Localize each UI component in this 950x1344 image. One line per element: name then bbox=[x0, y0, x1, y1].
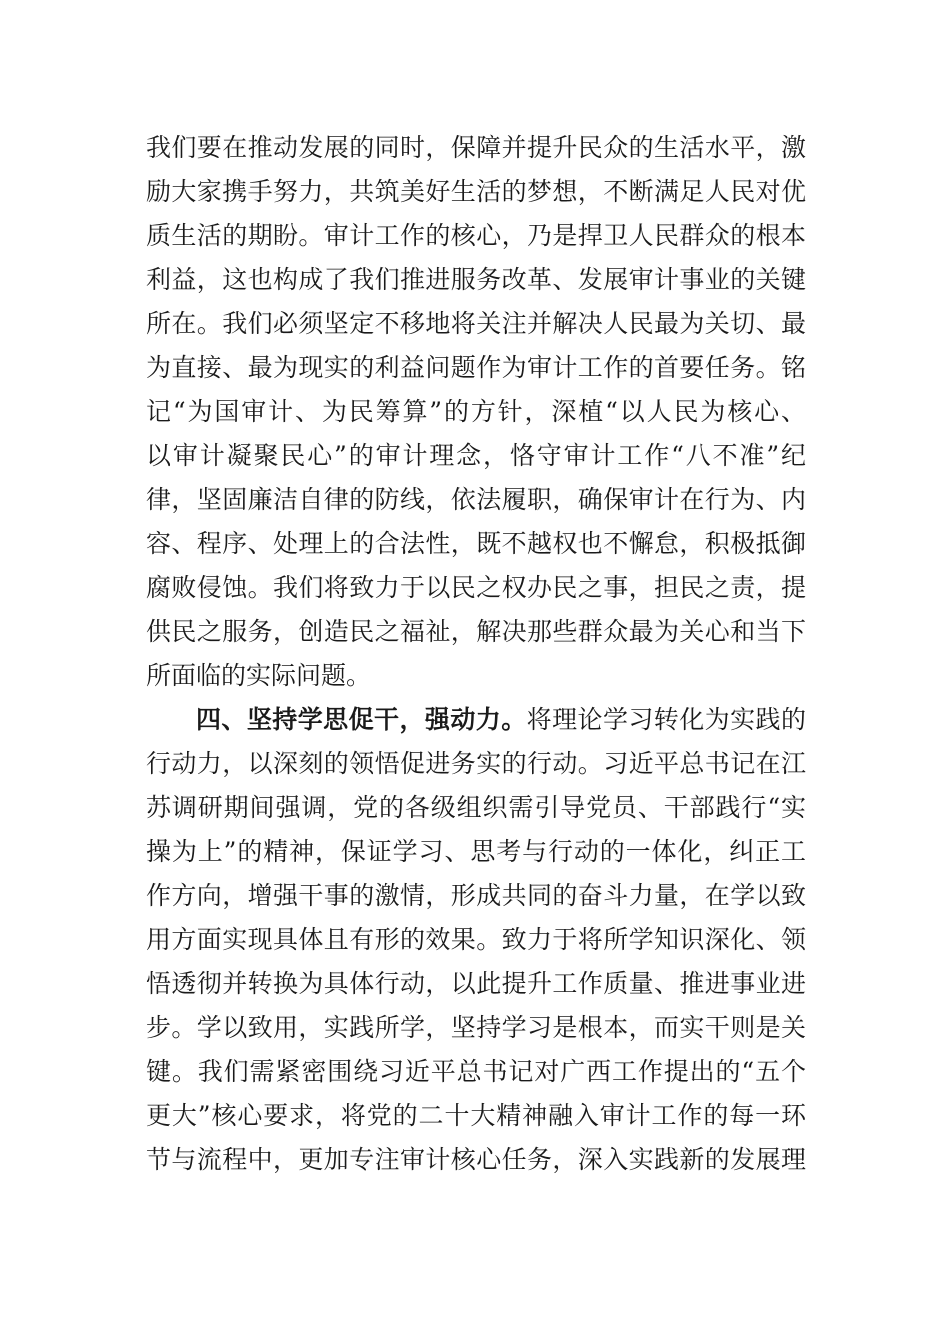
text-line: 用方面实现具体且有形的效果。致力于将所学知识深化、领 bbox=[146, 925, 806, 954]
text-line: 节与流程中，更加专注审计核心任务，深入实践新的发展理 bbox=[146, 1145, 806, 1174]
text-line: 更大”核心要求，将党的二十大精神融入审计工作的每一环 bbox=[146, 1101, 806, 1130]
text-line: 供民之服务，创造民之福祉，解决那些群众最为关心和当下 bbox=[146, 617, 806, 646]
text-line: 行动力，以深刻的领悟促进务实的行动。习近平总书记在江 bbox=[146, 749, 806, 778]
paragraph-study-and-action bbox=[146, 698, 806, 1182]
text-line: 操为上”的精神，保证学习、思考与行动的一体化，纠正工 bbox=[146, 837, 806, 866]
text-line: 作方向，增强干事的激情，形成共同的奋斗力量，在学以致 bbox=[146, 881, 806, 910]
text-line: 悟透彻并转换为具体行动，以此提升工作质量、推进事业进 bbox=[146, 969, 806, 998]
text-line: 苏调研期间强调，党的各级组织需引导党员、干部践行“实 bbox=[146, 793, 806, 822]
section-heading: 四、坚持学思促干，强动力。 bbox=[196, 705, 527, 734]
text-line: 键。我们需紧密围绕习近平总书记对广西工作提出的“五个 bbox=[146, 1057, 806, 1086]
text-line: 所在。我们必须坚定不移地将关注并解决人民最为关切、最 bbox=[146, 309, 806, 338]
text-line: 为直接、最为现实的利益问题作为审计工作的首要任务。铭 bbox=[146, 353, 806, 382]
text-line: 以审计凝聚民心”的审计理念，恪守审计工作“八不准”纪 bbox=[146, 441, 806, 470]
text-line: 律，坚固廉洁自律的防线，依法履职，确保审计在行为、内 bbox=[146, 485, 806, 514]
document-body bbox=[146, 126, 806, 1182]
text-line: 记“为国审计、为民筹算”的方针，深植“以人民为核心、 bbox=[146, 397, 806, 426]
text-line: 腐败侵蚀。我们将致力于以民之权办民之事，担民之责，提 bbox=[146, 573, 806, 602]
text-line: 利益，这也构成了我们推进服务改革、发展审计事业的关键 bbox=[146, 265, 806, 294]
section-heading-line bbox=[146, 698, 806, 742]
text-line: 质生活的期盼。审计工作的核心，乃是捍卫人民群众的根本 bbox=[146, 221, 806, 250]
text-line: 励大家携手努力，共筑美好生活的梦想，不断满足人民对优 bbox=[146, 177, 806, 206]
text-line: 我们要在推动发展的同时，保障并提升民众的生活水平，激 bbox=[146, 133, 806, 162]
text-line: 步。学以致用，实践所学，坚持学习是根本，而实干则是关 bbox=[146, 1013, 806, 1042]
text-line: 所面临的实际问题。 bbox=[146, 661, 372, 690]
heading-line-text: 将理论学习转化为实践的 bbox=[526, 705, 806, 734]
text-line: 容、程序、处理上的合法性，既不越权也不懈怠，积极抵御 bbox=[146, 529, 806, 558]
paragraph-people-centered-audit bbox=[146, 126, 806, 698]
